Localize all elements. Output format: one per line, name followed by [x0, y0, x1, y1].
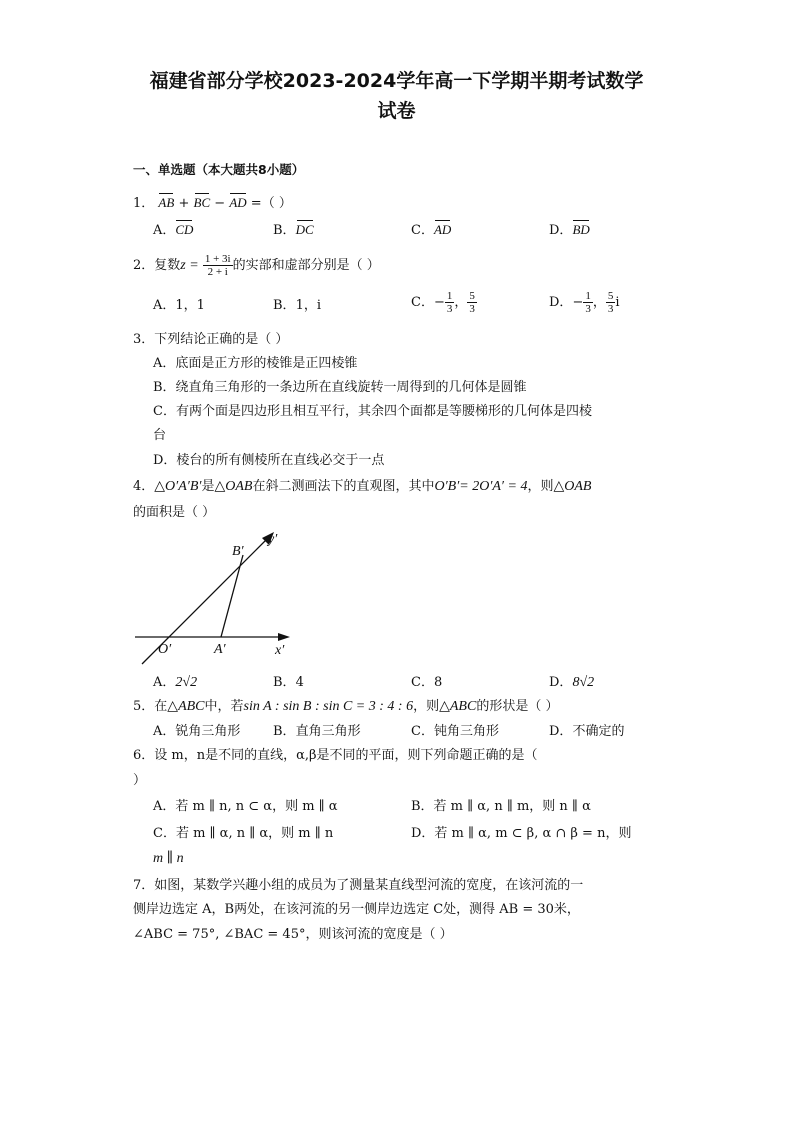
- x-axis-arrow: [278, 633, 290, 641]
- q6-option-a: A．若 m ∥ n, n ⊂ α，则 m ∥ α: [153, 799, 338, 814]
- q6-option-b: B．若 m ∥ α, n ∥ m，则 n ∥ α: [411, 799, 591, 814]
- q1-option-b: B．DC: [273, 222, 314, 238]
- question-5-stem: 5．在△ABC中，若sin A : sin B : sin C = 3 : 4 : 6，则△ABC的形状是（ ）: [133, 699, 559, 714]
- q1-option-a: A．CD: [153, 222, 194, 238]
- complex-fraction: $\frac{1 + 3i}{2 + i}$: [204, 253, 231, 278]
- vector-ad: AD: [229, 193, 246, 213]
- q3-option-a: A．底面是正方形的棱锥是正四棱锥: [153, 356, 358, 371]
- question-3-stem: 3．下列结论正确的是（ ）: [133, 332, 289, 347]
- q2-option-d: D．− $\frac{1}{3}$ ， $\frac{5}{3}$ i: [549, 290, 620, 315]
- question-7-line3: ∠ABC = 75°, ∠BAC = 45°，则该河流的宽度是（ ）: [133, 927, 453, 942]
- q4-option-d: D．8√2: [549, 675, 595, 690]
- question-7-line2: 侧岸边选定 A，B两处，在该河流的另一侧岸边选定 C处，测得 AB = 30米，: [133, 902, 580, 917]
- q5-option-b: B．直角三角形: [273, 724, 361, 739]
- sine-ratio: sin A : sin B : sin C = 3 : 4 : 6: [243, 699, 414, 714]
- q5-option-a: A．锐角三角形: [153, 724, 241, 739]
- q2-option-a: A．1，1: [153, 298, 205, 313]
- q5-option-c: C．钝角三角形: [411, 724, 499, 739]
- question-2-stem: 2．复数z = $\frac{1 + 3i}{2 + i}$ 的实部和虚部分别是（ ）: [133, 253, 380, 278]
- q3-option-b: B．绕直角三角形的一条边所在直线旋转一周得到的几何体是圆锥: [153, 380, 527, 395]
- paper-title-line1: 福建省部分学校2023-2024学年高一下学期半期考试数学: [149, 70, 644, 92]
- label-b-prime: B′: [232, 544, 244, 559]
- q1-option-c: C．AD: [411, 222, 452, 238]
- variable-z: z =: [180, 258, 199, 273]
- vector-bc: BC: [194, 193, 211, 213]
- segment-a-b: [221, 555, 243, 637]
- oblique-drawing-figure: [120, 525, 300, 665]
- question-7-line1: 7．如图，某数学兴趣小组的成员为了测量某直线型河流的宽度，在该河流的一: [133, 878, 584, 893]
- length-condition: O′B′= 2O′A′ = 4: [434, 479, 528, 494]
- q4-option-b: B．4: [273, 675, 304, 690]
- q6-option-d-line1: D．若 m ∥ α, m ⊂ β, α ∩ β = n，则: [411, 826, 632, 841]
- question-2-number: 2．: [133, 258, 155, 273]
- question-6-stem: 6．设 m，n是不同的直线，α,β是不同的平面，则下列命题正确的是（: [133, 748, 538, 763]
- question-4-stem: 4．△O′A′B′是△OAB在斜二测画法下的直观图，其中O′B′= 2O′A′ = 4，则△OAB: [133, 479, 592, 494]
- plus-sign: +: [178, 196, 190, 211]
- question-1-number: 1．: [133, 196, 155, 211]
- q5-option-d: D．不确定的: [549, 724, 625, 739]
- question-6-stem-line2: ）: [133, 773, 147, 788]
- label-a-prime: A′: [214, 642, 226, 657]
- q4-option-c: C．8: [411, 675, 443, 690]
- question-4-stem-line2: 的面积是（ ）: [133, 505, 216, 520]
- triangle-prime: △O′A′B′: [154, 479, 202, 494]
- triangle-oab: △OAB: [214, 479, 253, 494]
- paper-title-line2: 试卷: [377, 100, 416, 122]
- q6-option-c: C．若 m ∥ α, n ∥ α，则 m ∥ n: [153, 826, 334, 841]
- question-1-blank: =（ ）: [250, 196, 292, 211]
- q6-option-d-line2: m ∥ n: [153, 851, 184, 866]
- label-x-prime: x′: [275, 643, 285, 658]
- q3-option-d: D．棱台的所有侧棱所在直线必交于一点: [153, 453, 385, 468]
- section-heading: 一、单选题（本大题共8小题）: [133, 162, 305, 177]
- q4-option-a: A．2√2: [153, 675, 198, 690]
- q2-option-b: B．1，i: [273, 298, 321, 313]
- q3-option-c-line1: C．有两个面是四边形且相互平行，其余四个面都是等腰梯形的几何体是四棱: [153, 404, 592, 419]
- question-1-stem: [133, 193, 292, 214]
- label-o-prime: O′: [158, 642, 172, 657]
- vector-ab: AB: [158, 193, 174, 213]
- q1-option-d: D．BD: [549, 222, 590, 238]
- label-y-prime: y′: [268, 532, 278, 547]
- q2-option-c: C．− $\frac{1}{3}$ ， $\frac{5}{3}$: [411, 290, 475, 315]
- q3-option-c-line2: 台: [153, 428, 167, 443]
- minus-sign: −: [214, 196, 226, 211]
